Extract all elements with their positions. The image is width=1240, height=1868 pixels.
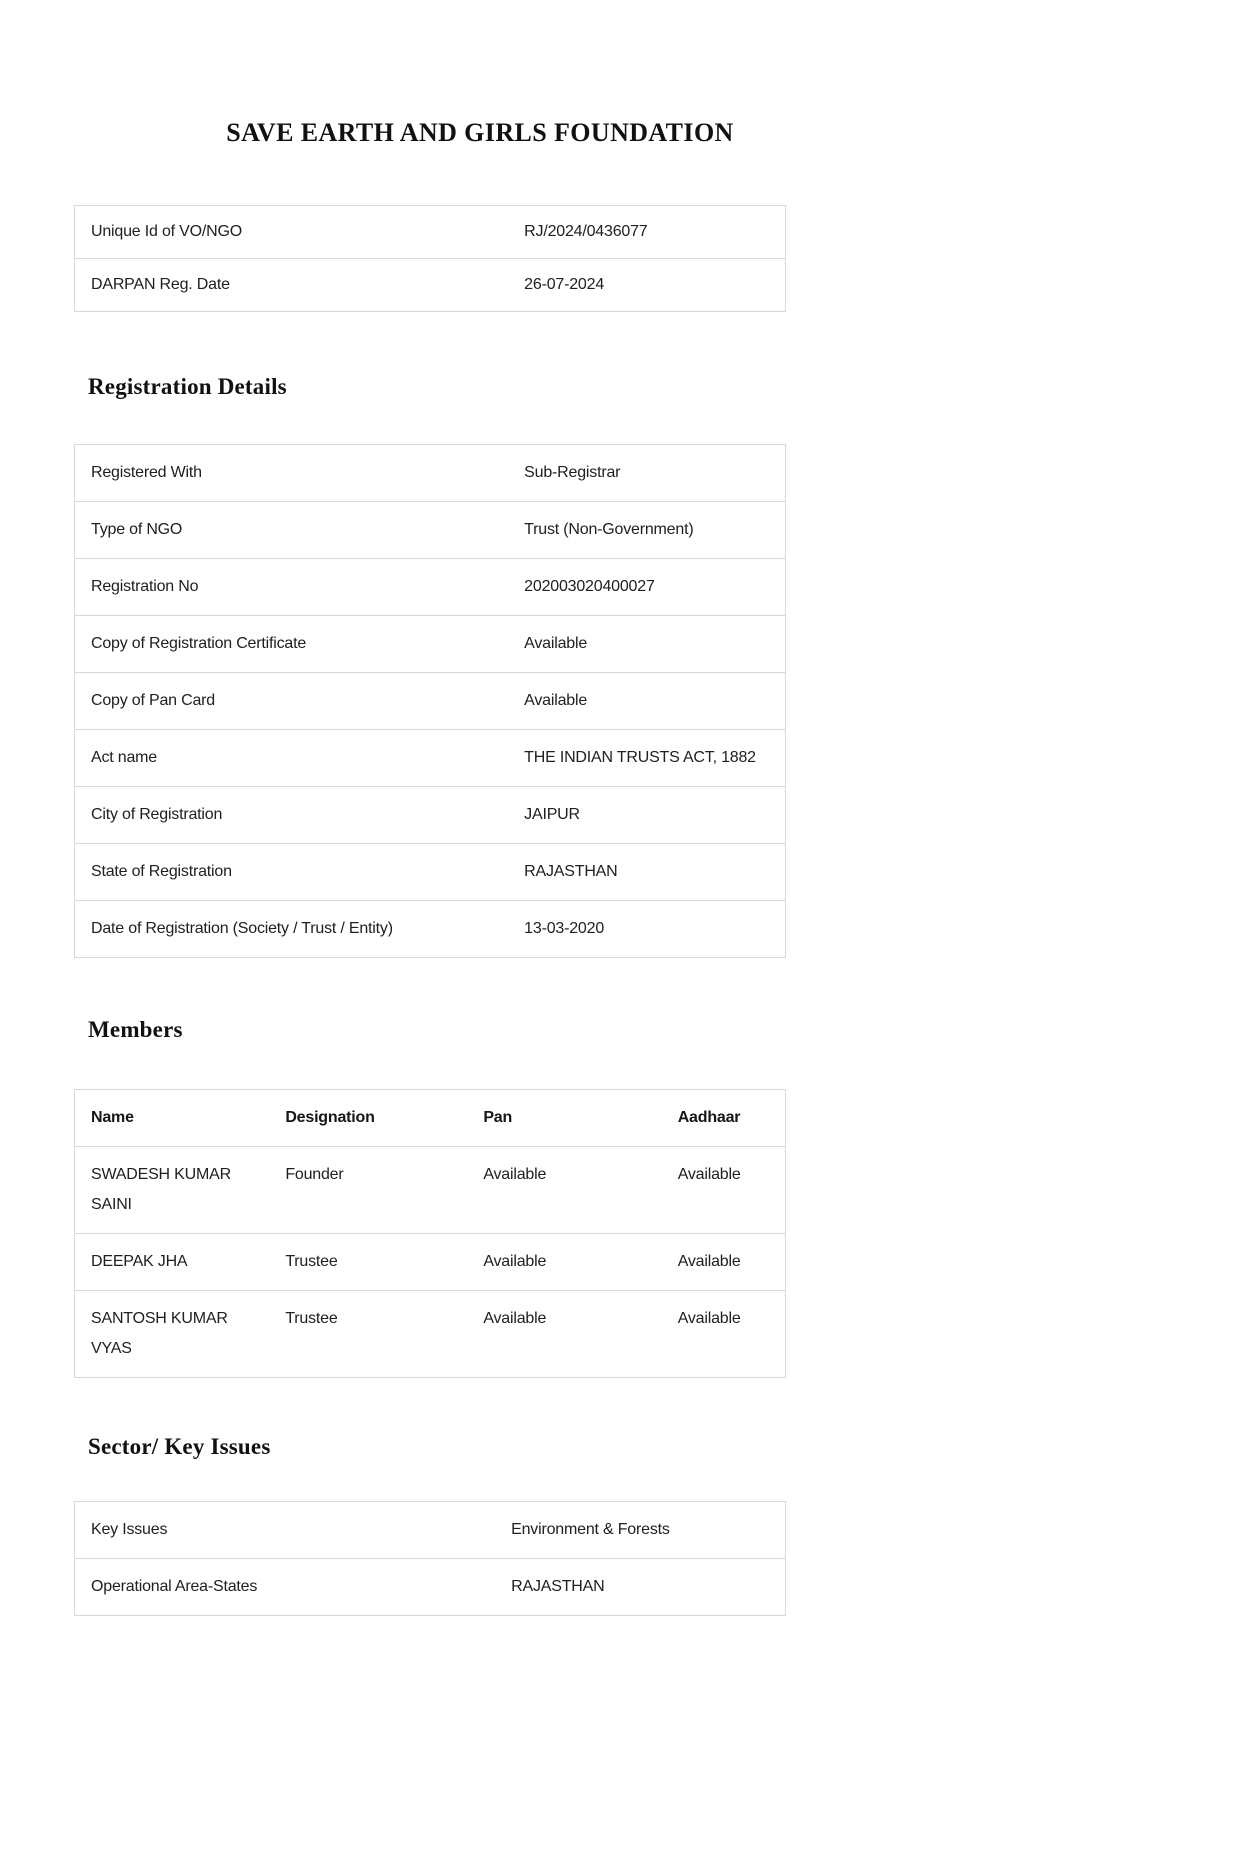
row-value: RAJASTHAN: [524, 863, 618, 880]
row-label: State of Registration: [91, 863, 232, 880]
row-label: Registered With: [91, 464, 202, 481]
column-header-pan: Pan: [483, 1109, 513, 1126]
row-value: JAIPUR: [524, 806, 580, 823]
summary-table: [74, 205, 786, 312]
member-pan: Available: [467, 1147, 661, 1234]
member-designation: Founder: [269, 1147, 467, 1234]
row-value: THE INDIAN TRUSTS ACT, 1882: [524, 749, 756, 766]
table-row: [75, 559, 786, 616]
table-row: [75, 673, 786, 730]
row-value: Trust (Non-Government): [524, 521, 694, 538]
row-label: City of Registration: [91, 806, 223, 823]
member-name: SANTOSH KUMAR VYAS: [75, 1291, 270, 1378]
row-value: Environment & Forests: [511, 1521, 670, 1538]
sector-key-issues-table: [74, 1501, 786, 1616]
member-name: SWADESH KUMAR SAINI: [75, 1147, 270, 1234]
member-pan: Available: [467, 1234, 661, 1291]
member-pan: Available: [467, 1291, 661, 1378]
table-row: [75, 1234, 786, 1291]
row-value: Available: [524, 692, 588, 709]
registration-details-table: [74, 444, 786, 958]
table-row: [75, 502, 786, 559]
sector-key-issues-heading: Sector/ Key Issues: [88, 1434, 271, 1459]
row-label: Operational Area-States: [91, 1578, 258, 1595]
table-row: [75, 730, 786, 787]
table-header-row: [75, 1090, 786, 1147]
member-aadhaar: Available: [662, 1234, 786, 1291]
row-value: Available: [524, 635, 588, 652]
row-label: Date of Registration (Society / Trust / Entity): [91, 920, 393, 937]
member-aadhaar: Available: [662, 1147, 786, 1234]
table-row: [75, 1147, 786, 1234]
table-row: [75, 787, 786, 844]
document-page: [74, 114, 886, 1616]
table-row: [75, 206, 786, 259]
row-value: RAJASTHAN: [511, 1578, 605, 1595]
table-row: [75, 1291, 786, 1378]
row-value: 26-07-2024: [524, 276, 605, 293]
table-row: [75, 844, 786, 901]
member-aadhaar: Available: [662, 1291, 786, 1378]
member-designation: Trustee: [269, 1234, 467, 1291]
row-label: Key Issues: [91, 1521, 168, 1538]
ngo-title: SAVE EARTH AND GIRLS FOUNDATION: [226, 118, 734, 147]
members-heading: Members: [88, 1017, 183, 1042]
row-value: 13-03-2020: [524, 920, 605, 937]
row-label: Copy of Registration Certificate: [91, 635, 307, 652]
row-value: 202003020400027: [524, 578, 655, 595]
column-header-aadhaar: Aadhaar: [677, 1109, 741, 1126]
table-row: [75, 1502, 786, 1559]
registration-details-heading: Registration Details: [88, 374, 287, 399]
member-designation: Trustee: [269, 1291, 467, 1378]
table-row: [75, 1559, 786, 1616]
row-value: Sub-Registrar: [524, 464, 621, 481]
table-row: [75, 616, 786, 673]
table-row: [75, 901, 786, 958]
row-label: Act name: [91, 749, 157, 766]
row-label: Type of NGO: [91, 521, 183, 538]
table-row: [75, 259, 786, 312]
row-label: Copy of Pan Card: [91, 692, 215, 709]
table-row: [75, 445, 786, 502]
member-name: DEEPAK JHA: [75, 1234, 270, 1291]
members-table: [74, 1089, 786, 1378]
row-label: Unique Id of VO/NGO: [91, 223, 242, 240]
row-label: DARPAN Reg. Date: [91, 276, 230, 293]
row-value: RJ/2024/0436077: [524, 223, 648, 240]
row-label: Registration No: [91, 578, 199, 595]
column-header-designation: Designation: [285, 1109, 375, 1126]
column-header-name: Name: [91, 1109, 134, 1126]
